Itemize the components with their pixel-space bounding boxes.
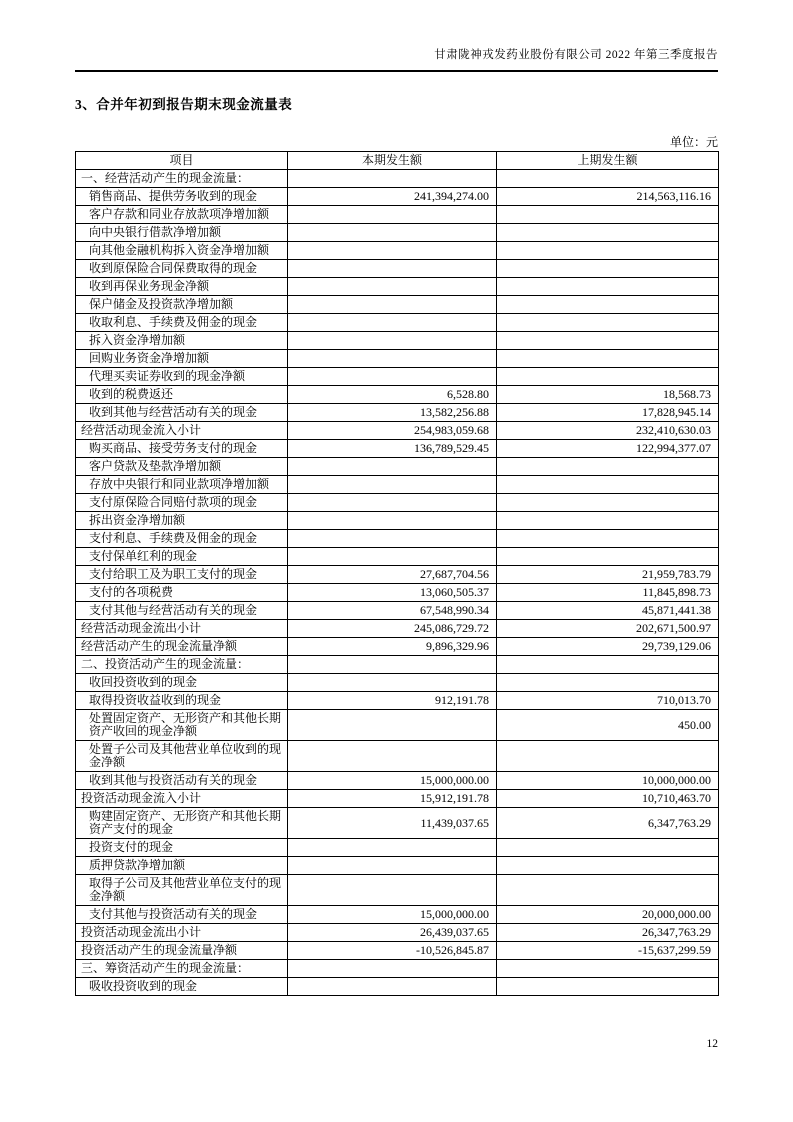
row-prior-amount: -15,637,299.59 xyxy=(497,942,719,960)
row-prior-amount: 202,671,500.97 xyxy=(497,620,719,638)
row-current-amount: 26,439,037.65 xyxy=(288,924,497,942)
row-prior-amount xyxy=(497,978,719,996)
row-item-label: 拆入资金净增加额 xyxy=(76,332,288,350)
table-row xyxy=(76,296,719,314)
row-prior-amount xyxy=(497,960,719,978)
row-prior-amount xyxy=(497,278,719,296)
row-item-label: 收到其他与投资活动有关的现金 xyxy=(76,772,288,790)
table-row xyxy=(76,942,719,960)
row-prior-amount xyxy=(497,741,719,772)
row-current-amount: 27,687,704.56 xyxy=(288,566,497,584)
row-prior-amount: 18,568.73 xyxy=(497,386,719,404)
row-item-label: 客户贷款及垫款净增加额 xyxy=(76,458,288,476)
row-current-amount xyxy=(288,960,497,978)
row-prior-amount xyxy=(497,260,719,278)
row-current-amount xyxy=(288,224,497,242)
table-row xyxy=(76,960,719,978)
row-item-label: 购买商品、接受劳务支付的现金 xyxy=(76,440,288,458)
row-item-label: 回购业务资金净增加额 xyxy=(76,350,288,368)
row-prior-amount xyxy=(497,512,719,530)
row-item-label: 购建固定资产、无形资产和其他长期资产支付的现金 xyxy=(76,808,288,839)
report-header-text: 甘肃陇神戎发药业股份有限公司 2022 年第三季度报告 xyxy=(434,49,718,61)
table-row xyxy=(76,566,719,584)
table-row xyxy=(76,278,719,296)
row-current-amount xyxy=(288,260,497,278)
row-prior-amount: 450.00 xyxy=(497,710,719,741)
row-current-amount: 6,528.80 xyxy=(288,386,497,404)
row-current-amount: 245,086,729.72 xyxy=(288,620,497,638)
row-item-label: 经营活动现金流入小计 xyxy=(76,422,288,440)
table-row xyxy=(76,422,719,440)
row-prior-amount xyxy=(497,332,719,350)
table-row xyxy=(76,458,719,476)
row-current-amount xyxy=(288,530,497,548)
row-prior-amount xyxy=(497,224,719,242)
table-row xyxy=(76,494,719,512)
row-prior-amount: 20,000,000.00 xyxy=(497,906,719,924)
table-row xyxy=(76,602,719,620)
row-item-label: 存放中央银行和同业款项净增加额 xyxy=(76,476,288,494)
row-current-amount xyxy=(288,278,497,296)
document-header xyxy=(75,46,718,72)
row-item-label: 处置子公司及其他营业单位收到的现金净额 xyxy=(76,741,288,772)
row-current-amount: -10,526,845.87 xyxy=(288,942,497,960)
row-current-amount: 15,000,000.00 xyxy=(288,906,497,924)
row-current-amount xyxy=(288,710,497,741)
row-prior-amount: 29,739,129.06 xyxy=(497,638,719,656)
row-current-amount xyxy=(288,741,497,772)
row-item-label: 客户存款和同业存放款项净增加额 xyxy=(76,206,288,224)
row-current-amount xyxy=(288,978,497,996)
table-row xyxy=(76,741,719,772)
row-prior-amount: 26,347,763.29 xyxy=(497,924,719,942)
row-current-amount xyxy=(288,206,497,224)
table-row xyxy=(76,584,719,602)
row-current-amount: 15,000,000.00 xyxy=(288,772,497,790)
row-prior-amount xyxy=(497,875,719,906)
cashflow-table xyxy=(75,151,719,996)
row-current-amount: 11,439,037.65 xyxy=(288,808,497,839)
table-row xyxy=(76,772,719,790)
row-current-amount: 15,912,191.78 xyxy=(288,790,497,808)
row-current-amount xyxy=(288,494,497,512)
table-row xyxy=(76,512,719,530)
table-row xyxy=(76,440,719,458)
row-current-amount: 254,983,059.68 xyxy=(288,422,497,440)
row-current-amount xyxy=(288,332,497,350)
row-item-label: 投资支付的现金 xyxy=(76,839,288,857)
row-prior-amount xyxy=(497,350,719,368)
table-row xyxy=(76,875,719,906)
row-item-label: 收到的税费返还 xyxy=(76,386,288,404)
row-prior-amount xyxy=(497,458,719,476)
row-prior-amount xyxy=(497,242,719,260)
row-current-amount xyxy=(288,857,497,875)
row-current-amount: 9,896,329.96 xyxy=(288,638,497,656)
row-item-label: 代理买卖证券收到的现金净额 xyxy=(76,368,288,386)
row-current-amount xyxy=(288,368,497,386)
row-prior-amount xyxy=(497,368,719,386)
page-number: 12 xyxy=(706,1038,718,1050)
row-prior-amount xyxy=(497,296,719,314)
row-prior-amount: 6,347,763.29 xyxy=(497,808,719,839)
row-item-label: 投资活动现金流入小计 xyxy=(76,790,288,808)
table-row xyxy=(76,790,719,808)
table-row xyxy=(76,710,719,741)
row-item-label: 销售商品、提供劳务收到的现金 xyxy=(76,188,288,206)
row-item-label: 收回投资收到的现金 xyxy=(76,674,288,692)
row-item-label: 保户储金及投资款净增加额 xyxy=(76,296,288,314)
column-header-current-period: 本期发生额 xyxy=(288,152,497,170)
table-row xyxy=(76,260,719,278)
table-row xyxy=(76,924,719,942)
row-prior-amount xyxy=(497,548,719,566)
row-current-amount: 13,582,256.88 xyxy=(288,404,497,422)
row-item-label: 向其他金融机构拆入资金净增加额 xyxy=(76,242,288,260)
row-prior-amount: 21,959,783.79 xyxy=(497,566,719,584)
row-current-amount xyxy=(288,656,497,674)
column-header-item: 项目 xyxy=(76,152,288,170)
row-prior-amount: 122,994,377.07 xyxy=(497,440,719,458)
row-prior-amount xyxy=(497,170,719,188)
row-prior-amount: 17,828,945.14 xyxy=(497,404,719,422)
table-row xyxy=(76,476,719,494)
row-current-amount xyxy=(288,170,497,188)
row-item-label: 收到原保险合同保费取得的现金 xyxy=(76,260,288,278)
row-item-label: 向中央银行借款净增加额 xyxy=(76,224,288,242)
table-row xyxy=(76,530,719,548)
row-prior-amount xyxy=(497,494,719,512)
table-row xyxy=(76,170,719,188)
table-row xyxy=(76,314,719,332)
table-row xyxy=(76,350,719,368)
row-current-amount: 67,548,990.34 xyxy=(288,602,497,620)
row-current-amount xyxy=(288,839,497,857)
row-current-amount xyxy=(288,875,497,906)
table-row xyxy=(76,620,719,638)
table-row xyxy=(76,638,719,656)
table-row xyxy=(76,386,719,404)
table-row xyxy=(76,404,719,422)
table-header-row xyxy=(76,152,719,170)
row-current-amount xyxy=(288,548,497,566)
row-item-label: 三、筹资活动产生的现金流量： xyxy=(76,960,288,978)
row-current-amount: 13,060,505.37 xyxy=(288,584,497,602)
row-item-label: 支付利息、手续费及佣金的现金 xyxy=(76,530,288,548)
row-item-label: 经营活动产生的现金流量净额 xyxy=(76,638,288,656)
row-prior-amount xyxy=(497,206,719,224)
row-current-amount xyxy=(288,242,497,260)
table-row xyxy=(76,692,719,710)
table-row xyxy=(76,332,719,350)
row-prior-amount xyxy=(497,857,719,875)
table-row xyxy=(76,808,719,839)
row-prior-amount: 10,000,000.00 xyxy=(497,772,719,790)
row-prior-amount xyxy=(497,839,719,857)
cashflow-table-body xyxy=(76,170,719,996)
row-item-label: 收取利息、手续费及佣金的现金 xyxy=(76,314,288,332)
row-item-label: 二、投资活动产生的现金流量： xyxy=(76,656,288,674)
table-row xyxy=(76,857,719,875)
row-item-label: 支付原保险合同赔付款项的现金 xyxy=(76,494,288,512)
table-row xyxy=(76,656,719,674)
table-row xyxy=(76,242,719,260)
row-item-label: 取得子公司及其他营业单位支付的现金净额 xyxy=(76,875,288,906)
row-current-amount: 241,394,274.00 xyxy=(288,188,497,206)
row-item-label: 处置固定资产、无形资产和其他长期资产收回的现金净额 xyxy=(76,710,288,741)
table-row xyxy=(76,188,719,206)
row-prior-amount: 214,563,116.16 xyxy=(497,188,719,206)
row-item-label: 支付给职工及为职工支付的现金 xyxy=(76,566,288,584)
section-title: 3、合并年初到报告期末现金流量表 xyxy=(75,97,293,112)
row-item-label: 经营活动现金流出小计 xyxy=(76,620,288,638)
row-item-label: 一、经营活动产生的现金流量： xyxy=(76,170,288,188)
row-prior-amount xyxy=(497,530,719,548)
row-prior-amount: 232,410,630.03 xyxy=(497,422,719,440)
row-current-amount xyxy=(288,350,497,368)
row-current-amount xyxy=(288,674,497,692)
row-current-amount xyxy=(288,296,497,314)
row-prior-amount: 45,871,441.38 xyxy=(497,602,719,620)
row-item-label: 支付其他与投资活动有关的现金 xyxy=(76,906,288,924)
table-row xyxy=(76,206,719,224)
row-prior-amount xyxy=(497,656,719,674)
row-item-label: 支付的各项税费 xyxy=(76,584,288,602)
row-current-amount xyxy=(288,458,497,476)
table-row xyxy=(76,548,719,566)
table-row xyxy=(76,368,719,386)
row-current-amount: 912,191.78 xyxy=(288,692,497,710)
row-current-amount xyxy=(288,512,497,530)
row-item-label: 质押贷款净增加额 xyxy=(76,857,288,875)
row-item-label: 取得投资收益收到的现金 xyxy=(76,692,288,710)
row-prior-amount xyxy=(497,674,719,692)
table-row xyxy=(76,978,719,996)
row-item-label: 支付其他与经营活动有关的现金 xyxy=(76,602,288,620)
row-prior-amount: 710,013.70 xyxy=(497,692,719,710)
table-row xyxy=(76,224,719,242)
unit-label: 单位：元 xyxy=(669,135,718,149)
row-prior-amount: 11,845,898.73 xyxy=(497,584,719,602)
column-header-prior-period: 上期发生额 xyxy=(497,152,719,170)
row-prior-amount: 10,710,463.70 xyxy=(497,790,719,808)
table-row xyxy=(76,906,719,924)
row-item-label: 收到再保业务现金净额 xyxy=(76,278,288,296)
row-item-label: 吸收投资收到的现金 xyxy=(76,978,288,996)
row-current-amount xyxy=(288,476,497,494)
row-item-label: 拆出资金净增加额 xyxy=(76,512,288,530)
row-current-amount xyxy=(288,314,497,332)
table-row xyxy=(76,839,719,857)
row-item-label: 收到其他与经营活动有关的现金 xyxy=(76,404,288,422)
row-prior-amount xyxy=(497,476,719,494)
table-row xyxy=(76,674,719,692)
row-item-label: 投资活动现金流出小计 xyxy=(76,924,288,942)
row-item-label: 支付保单红利的现金 xyxy=(76,548,288,566)
row-current-amount: 136,789,529.45 xyxy=(288,440,497,458)
row-prior-amount xyxy=(497,314,719,332)
row-item-label: 投资活动产生的现金流量净额 xyxy=(76,942,288,960)
